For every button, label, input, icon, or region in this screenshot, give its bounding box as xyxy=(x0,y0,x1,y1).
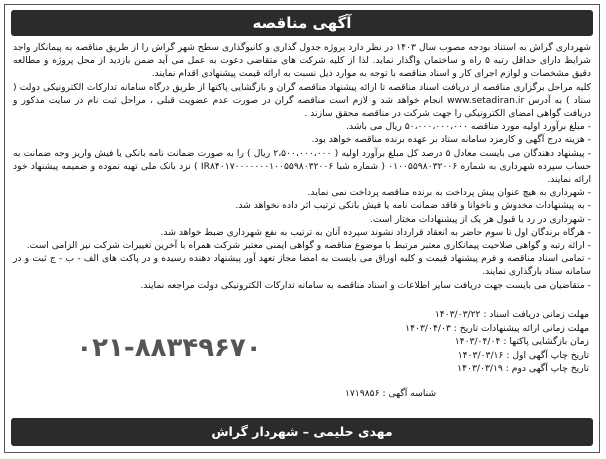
intro-paragraph: شهرداری گراش به استناد بودجه مصوب سال ۱۴۰۳ در نظر دارد پروژه جدول گذاری و کانیوگذاری سطح شهر گراش را از طریق مناقصه به پیمانکار واجد شرایط دارای حداقل رتبه ۵ راه و ساختمان واگذار نماید. لذا از کلیه شرکت های متقاضی دعوت به عمل می آید ضمن بازدید از محل پروژه و مطالعه دقیق مشخصات و لوازم اجرای کار و اسناد مناقصه با توجه به موارد ذیل نسبت به ارائه قیمت پیشنهادی اقدام نمایند. xyxy=(13,42,591,80)
date-row: مهلت زمانی ارائه پیشنهادات تاریخ : ۱۴۰۳/۰۴/۰۳ xyxy=(405,322,589,334)
bullet-item: - متقاضیان می بایست جهت دریافت سایر اطلاعات و اسناد مناقصه به سامانه تدارکات الکترونیکی دولت مراجعه نمایند. xyxy=(140,279,591,291)
phone-number: ۰۲۱-۸۸۳۴۹۶۷۰ xyxy=(76,333,262,363)
procedure-paragraph: کلیه مراحل برگزاری مناقصه از دریافت اسناد مناقصه تا ارائه پیشنهاد مناقصه گران و بازگشایی پاکتها از طریق درگاه سامانه تدارکات الکترونیکی دولت ( ستاد ) به آدرس www.setadiran.ir انجام خواهد شد و لازم است مناقصه گران در صورت عدم عضویت قبلی ، مراحل ثبت نام در سایت مذکور و دریافت گواهی امضای الکترونیکی را جهت شرکت در مناقصه محقق سازند . xyxy=(13,81,591,120)
bullet-item: - ارائه رتبه و گواهی صلاحیت پیمانکاری معتبر مرتبط با موضوع مناقصه و گواهی ایمنی معتبر شرکت همراه با آخرین تغییرات شرکت نیز الزامی است. xyxy=(26,240,591,252)
date-row: تاریخ چاپ آگهی دوم : ۱۴۰۳/۰۳/۱۹ xyxy=(457,363,589,375)
bullet-item: - هزینه درج آگهی و کارمزد سامانه ستاد بر عهده برنده مناقصه خواهد بود. xyxy=(311,134,591,146)
tender-advertisement xyxy=(4,4,600,453)
bullet-item: - به پیشنهادات مخدوش و ناخوانا و فاقد ضمانت نامه یا فیش بانکی ترتیب اثر داده نخواهد شد. xyxy=(235,200,591,212)
bullet-item: - مبلغ برآورد اولیه مورد مناقصه ۵۰،۰۰۰،۰۰۰،۰۰۰ ریال می باشد. xyxy=(346,121,591,133)
ad-body xyxy=(13,41,591,292)
ad-id: شناسه آگهی : ۱۷۱۹۸۵۶ xyxy=(345,388,437,399)
bullet-item: - پیشنهاد دهندگان می بایست معادل ۵ درصد کل مبلغ برآورد اولیه ( ۲،۵۰۰،۰۰۰،۰۰۰ ریال ) را به صورت ضمانت نامه بانکی یا فیش واریز وجه ضمانت به حساب سپرده شهرداری به شماره ۰۱۰۰۵۵۹۸۰۳۲۰۰۶ ( شماره شبا IR۸۴۰۱۷۰۰۰۰۰۰۰۱۰۰۵۵۹۸۰۳۲۰۰۶ ) نزد بانک ملی تهیه نموده و ضمیمه پیشنهاد خود ارائه نمایند. xyxy=(13,147,591,186)
date-row: مهلت زمانی دریافت اسناد : ۱۴۰۳/۰۳/۲۲ xyxy=(434,309,589,320)
bullet-item: - شهرداری به هیچ عنوان پیش پرداخت به برنده مناقصه پرداخت نمی نماید. xyxy=(307,187,591,199)
date-row: زمان بازگشایی پاکتها : ۱۴۰۳/۰۴/۰۴ xyxy=(454,336,589,348)
bullet-item: - شهرداری در رد یا قبول هر یک از پیشنهادات مختار است. xyxy=(369,213,591,225)
signature-bar: مهدی حلیمی – شهردار گراش xyxy=(11,418,593,446)
bullet-item: - تمامی اسناد مناقصه و فرم پیشنهاد قیمت و کلیه اوراق می بایست به امضا مجاز تعهد آور پیشنهاد دهنده رسیده و در پاکت های الف - ب - ج ثبت و در سامانه ستاد بارگذاری نمایند. xyxy=(13,253,591,278)
dates-list xyxy=(405,308,589,376)
ad-title: آگهی مناقصه xyxy=(11,10,593,36)
bullet-item: - هرگاه برندگان اول تا سوم حاضر به انعقاد قرارداد نشوند سپرده آنان به ترتیب به نفع شهرداری ضبط خواهد شد. xyxy=(160,226,591,238)
date-row: تاریخ چاپ آگهی اول : ۱۴۰۳/۰۳/۱۶ xyxy=(457,349,589,361)
